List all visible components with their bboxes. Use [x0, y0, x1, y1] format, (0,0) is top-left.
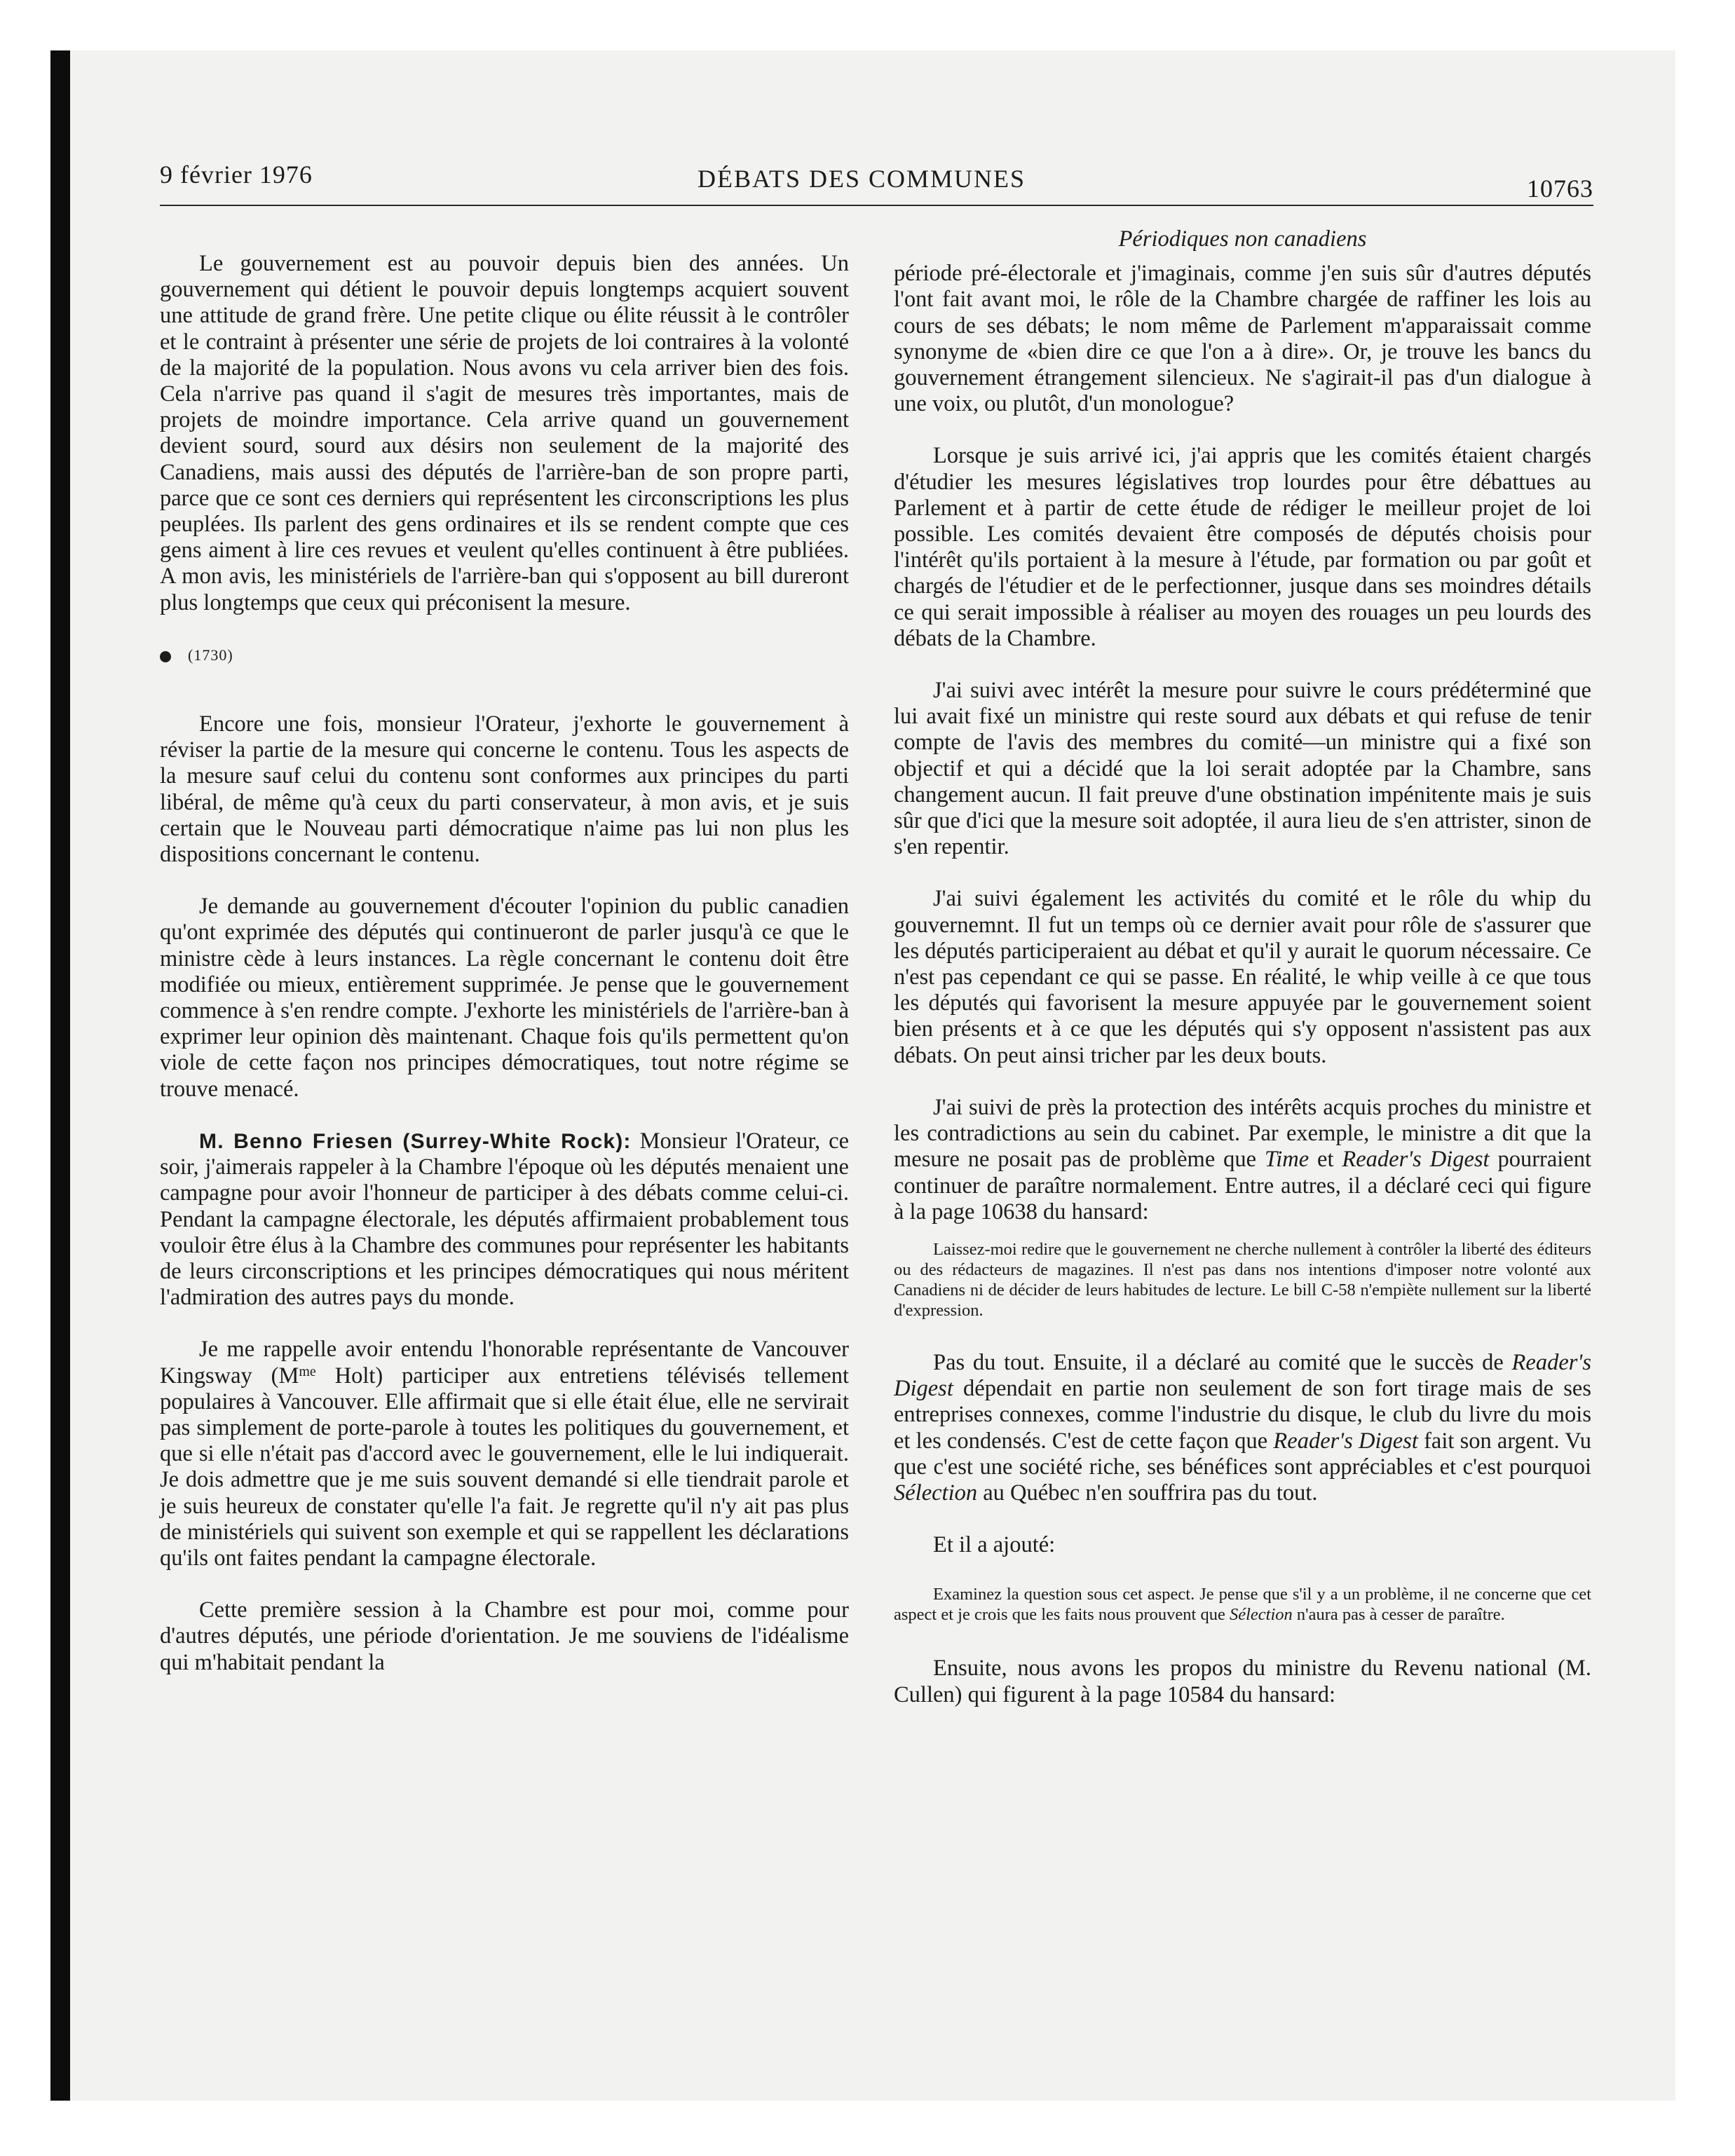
superscript: me: [299, 1363, 316, 1379]
block-quote: Laissez-moi redire que le gouvernement ne cherche nullement à contrôler la liberté des éditeurs ou des rédacteurs de magazines. Il n'est pas dans nos intentions d'imposer notre volonté aux Canadiens ni de décider de leurs habitudes de lecture. Le bill C-58 n'empiète nullement sur la liberté d'expression.: [894, 1239, 1591, 1320]
italic-title: Sélection: [1229, 1605, 1293, 1625]
text-run: J'ai suivi de près la protection des intérêts acquis proches du ministre et les contradictions au sein du cabinet. Par exemple, le ministre a dit que la mesure ne posait pas de problème que: [894, 1094, 1591, 1173]
paragraph: Lorsque je suis arrivé ici, j'ai appris que les comités étaient chargés d'étudier les mesures législatives trop lourdes pour être débattues au Parlement et à partir de cette étude de rédiger le meilleur projet de loi possible. Les comités devaient être composés de députés choisis pour l'intérêt qu'ils portaient à la mesure à l'étude, par formation ou par goût et chargés de l'étudier et de le perfectionner, jusque dans ses moindres détails ce qui serait impossible à réaliser au moyen des rouages un peu lourds des débats de la Chambre.: [894, 443, 1591, 651]
text-run: pourraient continuer de paraître normalement. Entre autres, il a déclaré ceci qui figure à la page 10638 du hansard:: [894, 1147, 1591, 1224]
text-run: Pas du tout. Ensuite, il a déclaré au comité que le succès de: [933, 1349, 1512, 1375]
block-quote: [894, 1584, 1591, 1625]
italic-title: Reader's Digest: [1273, 1428, 1418, 1454]
text-run: au Québec n'en souffrira pas du tout.: [977, 1480, 1318, 1506]
time-marker-label: (1730): [188, 646, 233, 664]
italic-title: Reader's Digest: [1342, 1147, 1490, 1173]
section-title: Périodiques non canadiens: [1118, 226, 1367, 252]
text-run: Holt) participer aux entretiens télévisés tellement populaires à Vancouver. Elle affirmait que si elle était élue, elle ne servirait pas simplement de porte-parole à toutes les politiques du gouvernement, et que si elle n'était pas d'accord avec le gouvernement, elle le lui indiquerait. Je dois admettre que je me suis souvent demandé si elle tiendrait parole et je suis heureux de constater qu'elle l'a fait. Je regrette qu'il n'y ait pas plus de ministériels qui suivent son exemple et qui se rappellent les déclarations qu'ils ont faites pendant la campagne électorale.: [160, 1363, 850, 1571]
speaker-name: M. Benno Friesen (Surrey-White Rock):: [199, 1129, 632, 1153]
italic-title: Time: [1264, 1147, 1309, 1173]
paragraph: J'ai suivi également les activités du comité et le rôle du whip du gouvernemnt. Il fut un temps où ce dernier avait pour rôle de s'assurer que les députés participeraient au débat et qu'il y aurait le quorum nécessaire. Ce n'est pas cependant ce qui se passe. En réalité, le whip veille à ce que tous les députés qui favorisent la mesure appuyée par le gouvernement soient bien présents et à ce que les députés qui s'y opposent n'assistent pas aux débats. On peut ainsi tricher par les deux bouts.: [894, 886, 1591, 1068]
text-run: n'aura pas à cesser de paraître.: [1292, 1605, 1505, 1625]
paragraph: [894, 1095, 1591, 1225]
text-run: Je me rappelle avoir entendu l'honorable représentante de Vancouver Kingsway (M: [160, 1337, 849, 1389]
header-title: DÉBATS DES COMMUNES: [698, 165, 1026, 193]
text-run: Examinez la question sous cet aspect. Je pense que s'il y a un problème, il ne concerne que cet aspect et je crois que les faits nous prouvent que: [894, 1585, 1591, 1625]
left-column: [160, 251, 849, 1676]
bullet-icon: [160, 651, 171, 662]
paragraph: Et il a ajouté:: [933, 1532, 1056, 1558]
paragraph: J'ai suivi avec intérêt la mesure pour suivre le cours prédéterminé que lui avait fixé un ministre qui reste sourd aux débats et qui refuse de tenir compte de l'avis des membres du comité—un ministre qui a fixé son objectif et qui a décidé que la loi serait adoptée par la Chambre, sans changement aucun. Il fait preuve d'une obstination impénitente mais je suis sûr que d'ici que la mesure soit adoptée, il aura lieu de s'en attrister, sinon de s'en repentir.: [894, 678, 1591, 860]
speaker-text: Monsieur l'Orateur, ce soir, j'aimerais rappeler à la Chambre l'époque où les députés menaient une campagne pour avoir l'honneur de participer à des débats comme celui-ci. Pendant la campagne électorale, les députés affirmaient probablement tous vouloir être élus à la Chambre des communes pour représenter les habitants de leurs circonscriptions et les principes démocratiques qui nous méritent l'admiration des autres pays du monde.: [160, 1128, 849, 1311]
paragraph: Ensuite, nous avons les propos du ministre du Revenu national (M. Cullen) qui figurent à la page 10584 du hansard:: [894, 1656, 1591, 1707]
italic-title: Sélection: [894, 1480, 978, 1506]
paragraph: [160, 1337, 849, 1571]
paragraph: Cette première session à la Chambre est pour moi, comme pour d'autres députés, une période d'orientation. Je me souviens de l'idéalisme qui m'habitait pendant la: [160, 1597, 849, 1675]
text-run: dépendait en partie non seulement de son fort tirage mais de ses entreprises connexes, comme l'industrie du disque, le club du livre du mois et les condensés. C'est de cette façon que: [894, 1376, 1591, 1454]
paragraph: Je demande au gouvernement d'écouter l'opinion du public canadien qu'ont exprimée des députés qui continueront de parler jusqu'à ce que le ministre cède à leurs instances. La règle concernant le contenu doit être modifiée ou mieux, entièrement supprimée. Je pense que le gouvernement commence à s'en rendre compte. J'exhorte les ministériels de l'arrière-ban à exprimer leur opinion dès maintenant. Chaque fois qu'ils permettent qu'on viole de cette façon nos principes démocratiques, tout notre régime se trouve menacé.: [160, 894, 849, 1102]
speaker-paragraph: [160, 1128, 849, 1311]
text-run: fait son argent. Vu que c'est une société riche, ses bénéfices sont appréciables et c'est pourquoi: [894, 1428, 1591, 1480]
right-column: [894, 226, 1591, 1708]
header-page-number: 10763: [1527, 175, 1593, 203]
header-rule: [160, 205, 1593, 206]
paragraph: Le gouvernement est au pouvoir depuis bien des années. Un gouvernement qui détient le pouvoir depuis longtemps acquiert souvent une attitude de grand frère. Une petite clique ou élite réussit à le contrôler et le contraint à présenter une série de projets de loi contraires à la volonté de la majorité de la population. Nous avons vu cela arriver bien des fois. Cela n'arrive pas quand il s'agit de mesures très importantes, mais de projets de moindre importance. Cela arrive quand un gouvernement devient sourd, sourd aux désirs non seulement de la majorité des Canadiens, mais aussi des députés de l'arrière-ban de son propre parti, parce que ce sont ces derniers qui représentent les circonscriptions les plus peuplées. Ils parlent des gens ordinaires et ils se rendent compte que ces gens aiment à lire ces revues et veulent qu'elles continuent à être publiées. A mon avis, les ministériels de l'arrière-ban qui s'opposent au bill dureront plus longtemps que ceux qui préconisent la mesure.: [160, 251, 849, 615]
italic-title: Reader's Digest: [894, 1349, 1591, 1402]
text-run: et: [1309, 1147, 1342, 1173]
paragraph: période pré-électorale et j'imaginais, comme j'en suis sûr d'autres députés l'ont fait avant moi, le rôle de la Chambre chargée de raffiner les lois au cours de ses débats; le nom même de Parlement m'apparaissait comme synonyme de «bien dire ce que l'on a à dire». Or, je trouve les bancs du gouvernement étrangement silencieux. Ne s'agirait-il pas d'un dialogue à une voix, ou plutôt, d'un monologue?: [894, 261, 1591, 417]
paragraph: [894, 1350, 1591, 1506]
time-marker: [160, 642, 849, 668]
header-date: 9 février 1976: [160, 161, 313, 189]
paragraph: Encore une fois, monsieur l'Orateur, j'exhorte le gouvernement à réviser la partie de la mesure qui concerne le contenu. Tous les aspects de la mesure sauf celui du contenu sont conformes aux principes du parti libéral, de même qu'à ceux du parti conservateur, à mon avis, et je suis certain que le Nouveau parti démocratique n'aime pas lui non plus les dispositions concernant le contenu.: [160, 711, 849, 868]
